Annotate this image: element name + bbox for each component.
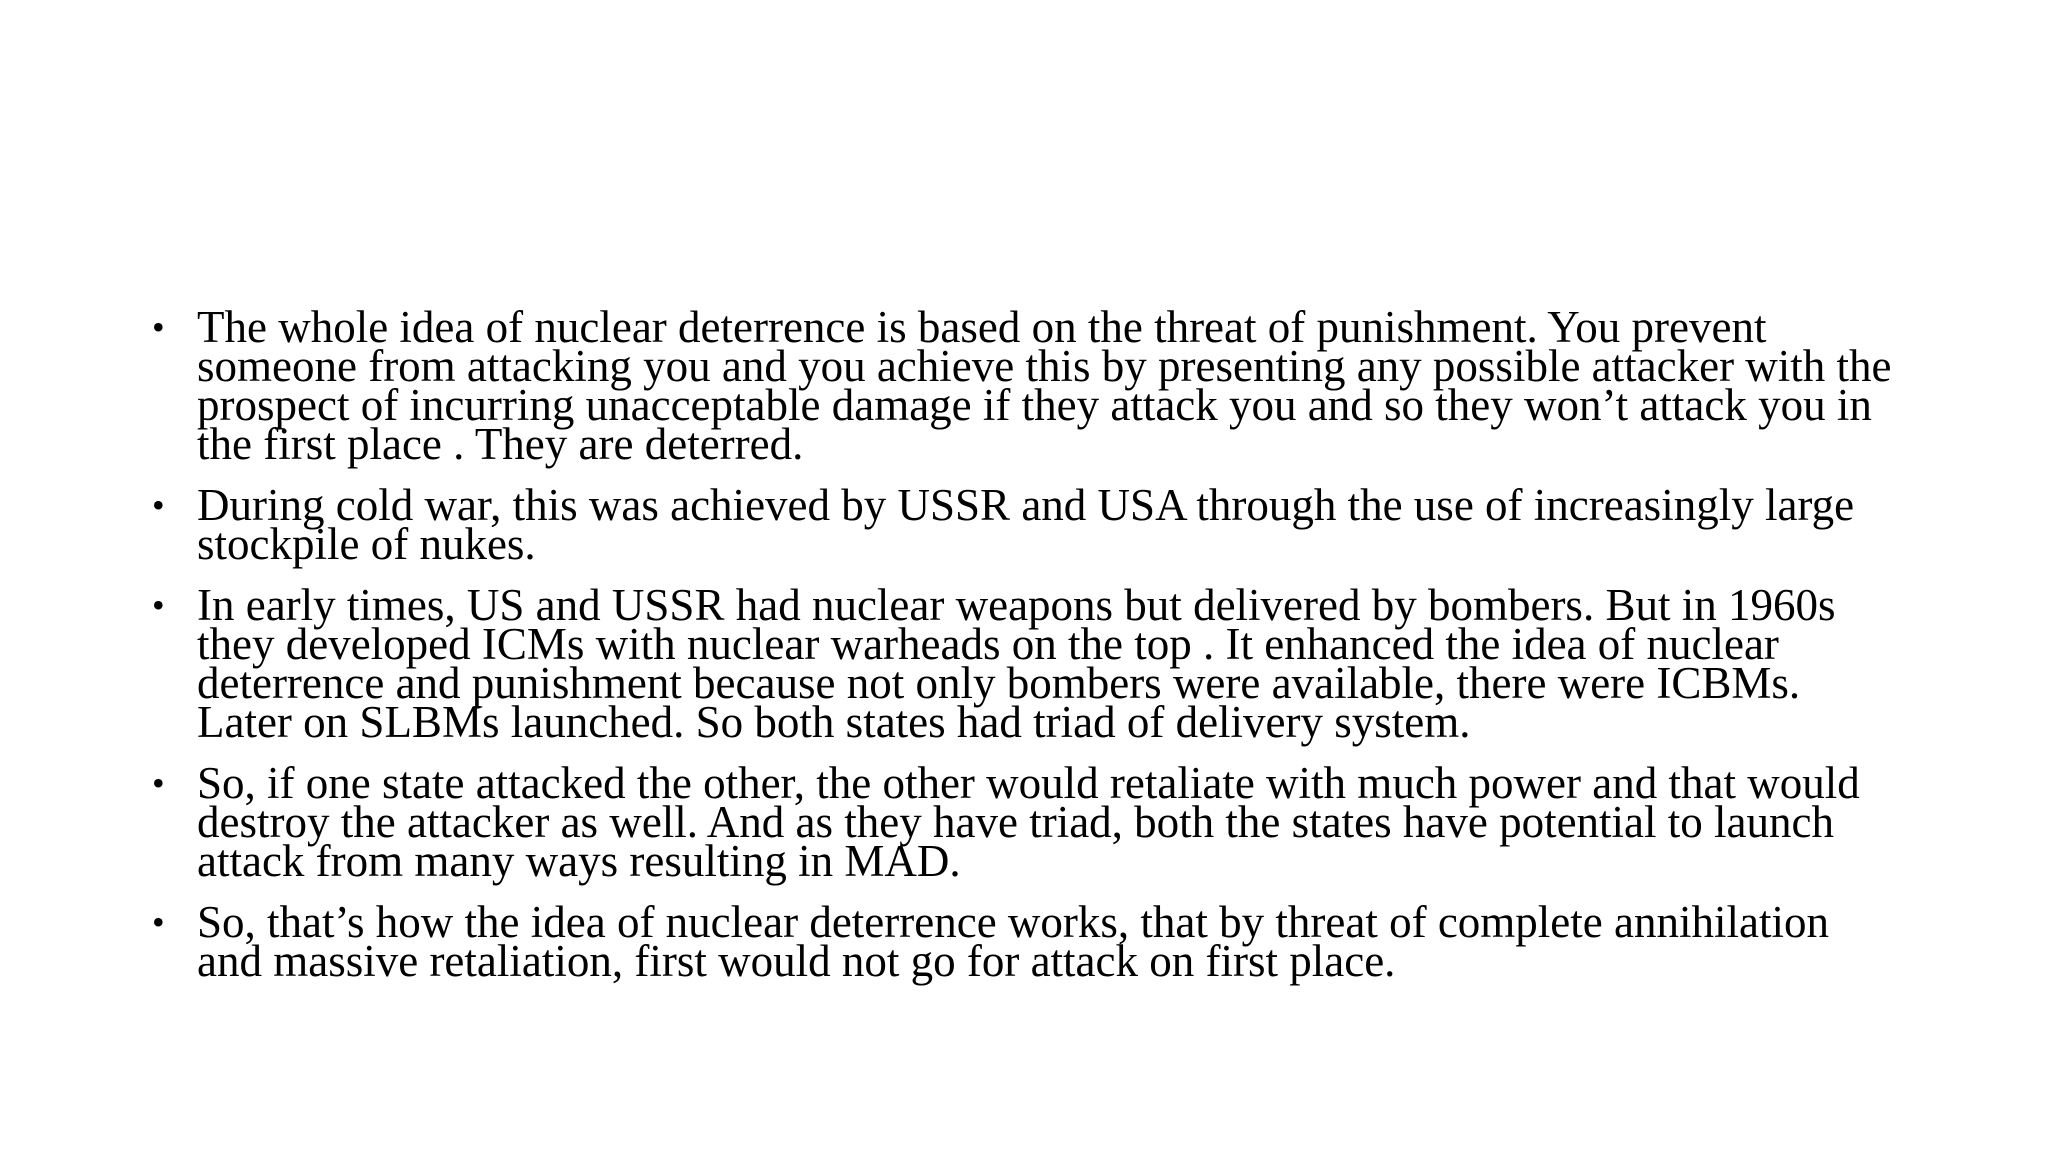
bullet-text: In early times, US and USSR had nuclear weapons but delivered by bombers. But in 1960s they developed ICMs with nuclear warheads on the top . It enhanced the idea of nuclear deterrence and punishment because not only bombers were available, there were ICBMs. Later on SLBMs launched. So both states had triad of delivery system.: [197, 580, 1836, 747]
bullet-icon: •: [152, 485, 165, 525]
bullet-item: [152, 302, 1892, 469]
bullet-item: [152, 758, 1892, 886]
bullet-text: The whole idea of nuclear deterrence is based on the threat of punishment. You prevent someone from attacking you and you achieve this by presenting any possible attacker with the prospect of incurring unacceptable damage if they attack you and so they won’t attack you in the first place . They are deterred.: [197, 302, 1892, 469]
bullet-text: So, that’s how the idea of nuclear deterrence works, that by threat of complete annihilation and massive retaliation, first would not go for attack on first place.: [197, 897, 1829, 986]
bullet-icon: •: [152, 307, 165, 347]
bullet-icon: •: [152, 763, 165, 803]
bullet-text: During cold war, this was achieved by USSR and USA through the use of increasingly large stockpile of nukes.: [197, 480, 1855, 569]
bullet-text: So, if one state attacked the other, the other would retaliate with much power and that would destroy the attacker as well. And as they have triad, both the states have potential to launch attack from many ways resulting in MAD.: [197, 758, 1860, 886]
bullet-icon: •: [152, 585, 165, 625]
bullet-list: [152, 302, 1892, 1003]
bullet-item: [152, 897, 1892, 986]
bullet-item: [152, 580, 1892, 747]
bullet-item: [152, 480, 1892, 569]
bullet-icon: •: [152, 902, 165, 942]
